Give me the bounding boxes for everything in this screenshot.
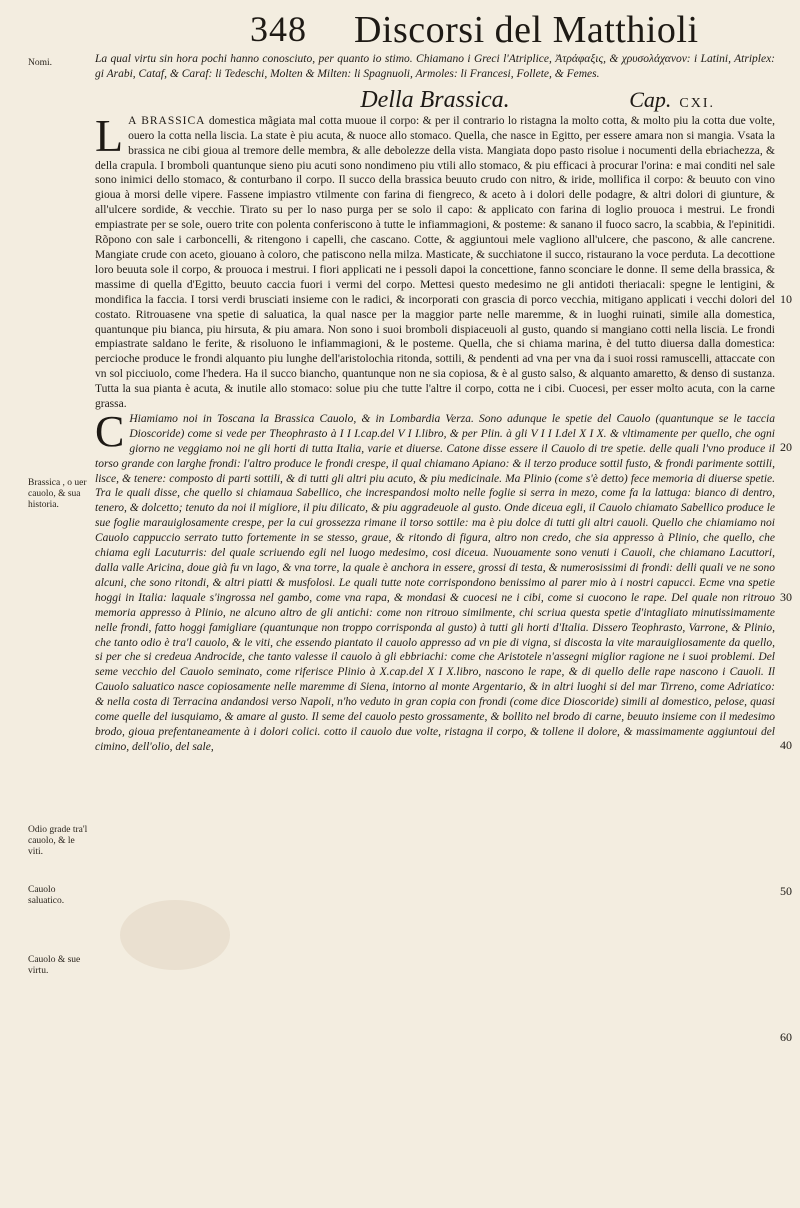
chapter-title: Della Brassica.: [360, 86, 510, 113]
chapter-heading: [95, 84, 775, 112]
chapter-number: CXI.: [679, 95, 715, 111]
margin-note-cauolo-virtu: Cauolo & sue virtu.: [28, 955, 81, 976]
drop-cap: L: [95, 109, 124, 161]
margin-note-brassica: Brassica , o uer cauolo, & sua historia.: [28, 478, 87, 510]
chapter-label: [629, 87, 715, 113]
line-number: 50: [780, 884, 792, 898]
paragraph-commentary: [95, 406, 775, 755]
intro-paragraph: La qual virtu sin hora pochi hanno conosciuto, per quanto io stimo. Chiamano i Greci l'Atriplice, Ἀτράφαξις, & χρυσολάχανον: i Latini, Atriplex: gi Arabi, Cataf, & Caraf: li Tedeschi, Molten & Milten: li Spagnuoli, Armoles: li Francesi, Follete, & Femes.: [95, 53, 775, 80]
margin-note-cauolo-saluatico: Cauolo saluatico.: [28, 885, 65, 906]
running-header: [250, 8, 770, 52]
paragraph-dioscorides: [95, 109, 775, 412]
line-number: 40: [780, 738, 792, 752]
line-number: 20: [780, 440, 792, 454]
drop-cap: C: [95, 406, 125, 456]
line-number: 60: [780, 1030, 792, 1044]
paragraph-text: Hiamiamo noi in Toscana la Brassica Cauolo, & in Lombardia Verza. Sono adunque le spetie del Cauolo (quantunque se le taccia Dioscoride) come si vede per Theophrasto à I I I.cap.del V I I.libro, & per Plin. à gli V I I I.del X I X. & vltimamente per quello, che ogni giorno ne veggiamo noi ne gli horti di tutta Italia, varie et diuerse. Catone disse essere il Cauolo di tre spetie. delle quali l'vno produce il torso grande con larghe frondi: l'altro produce le frondi crespe, il qual chiamano Apiano: & il terzo produce sottil fusto, & frondi parimente sottili, lisce, & tenere: composto di parti sottili, & di tutti gli altri piu acuto, & piu medicinale. Ma Plinio (come s'è detto) fece memoria di diuerse spetie. Tra le quali disse, che quello si chiamaua Sabellico, che increspandosi molto nelle foglie si serra in mezo, come fa la lattuga: bianco di dentro, tenero, & dolcetto; tenuto da noi il migliore, il piu dilicato, & piu aggradeuole al gusto. Onde diceua egli, il Cauolo chiamato Sabellico produce le sue foglie marauiglosamente crespe, per la cui grossezza rimane il torso sottile: ma è piu dolce di tutti gli altri cauoli. Quello che chiamiamo noi Cauolo cappuccio serrato tutto fortemente in se stesso, graue, & ritondo di figura, altro non credo, che sia appresso à Plinio, che quello, che chiama egli Lacuturris: del quale scriuendo egli nel luogo medesimo, cosi diceua. Nuouamente sono venuti i Cauoli, che chiamano Lacuttori, dalla valle Aricina, doue già fu vn lago, & vna torre, la quale è anchora in essere, grossi di testa, & numerosissimi di frondi: delli quali ve ne sono alcuni, che sono ritondi, & altri piatti & musfolosi. Le quali tutte note corrispondono benissimo al parer mio à i nostri capucci. Ecme vna spetie hoggi in Italia: laquale s'ingrossa nel gambo, come vna rapa, & mondasi & cuocesi ne i cibi, come si cuocono le rape. Del quale non ritrouo memoria appresso à Plinio, ne alcuno altro de gli antichi: come non ritrouo similmente, chi scriua questa spetie d'intagliato minutissimamente nelle frondi, fatto hoggi famigliare (quantunque non troppo corrisponda al gusto) à tutti gli horti d'Italia. Dissero Teophrasto, Varrone, & Plinio, che tanto odio è tra'l cauolo, & le viti, che essendo piantato il cauolo appresso ad vn pie di vigna, si discosta la vite marauigliosamente da quello, si per che si credeua Androcide, che tanto valesse il cauolo à gli ebbriachi: come che Aristotele n'assegni miglior ragione ne i suoi problemi. Del seme vecchio del Cauolo seminato, come riferisce Plinio à X.cap.del X I X.libro, nascono le rape, & di quello delle rape nascono i Cauoli. Il Cauolo saluatico nasce copiosamente nelle maremme di Siena, intorno al monte Argentario, & in altri luoghi si del mar Tirreno, come Adriatico: & nella costa di Terracina andandosi verso Napoli, n'ho veduto in gran copia con frondi (come dice Dioscoride) simili al domestico, pelose, quasi come quelle del iusquiamo, & amare al gusto. Il seme del cauolo pesto grossamente, & bollito nel brodo di carne, beuuto insieme con il medesimo brodo, gioua prefentaneamente à i dolori colici. cotto il cauolo due volte, ristagna il corpo, & tollene il dolore, & massimamente aggiuntoui del cimino, dell'olio, del sale,: [95, 412, 775, 753]
line-number: 30: [780, 590, 792, 604]
margin-note-odio: Odio grade tra'l cauolo, & le viti.: [28, 825, 88, 857]
paragraph-text: domestica mãgiata mal cotta muoue il corpo: & per il contrario lo ristagna la molto cotta, & molto piu la cotta due volte, ouero la cotta nella lisciа. La state è piu acuta, & nuoce allo stomaco. Quella, che nasce in Egitto, per essere amara non si mangia. Vsata la brassica ne cibi gioua al tremore delle membra, & alle debolezze della vista. Mangiata dopo pasto risolue i nocumenti della ebriachezza, & della crapula. I bromboli quantunque sieno piu acuti sono nondimeno piu vtili allo stomaco, & piu efficaci à procurar l'orina: e mai conditi nel sale sono inimici dello stomaco, & conturbano il corpo. Il succo della brassica beuuto crudo con nitro, & iride, mollifica il corpo: & beuuto con vino gioua à morsi delle vipere. Fassene impiastro vtilmente con farina di fiengreco, & aceto à i dolori delle podagre, & altri dolori di giunture, & all'ulcere sordide, & vecchie. Tirato su per lo naso purga per se solo il capo: & applicato con farina di loglio prouoca i mestrui. Le frondi empiastrate per se sole, ouero trite con polenta conferiscono à tutte le infiammagioni, & posteme: & sanano il fuoco sacro, la scabbia, & l'epinitidi. Rõpono con sale i carboncelli, & ritengono i capelli, che cascano. Cotte, & aggiuntoui mele vagliono all'ulcere, che pascono, & alle cancrene. Mangiate crude con aceto, giouano à coloro, che patiscono nella milza. Masticate, & succhiatone il succo, ristaurano la voce perduta. La decottione loro beuuta sole il corpo, & prouoca i mestrui. I fiori applicati ne i pessoli dapoi la concettione, fanno sconciare le donne. Il seme della brassica, & massime di quella d'Egitto, beuuto caccia fuori i vermi del corpo. Mettesi questo medesimo ne gli antidoti theriacali: spegne le lentigini, & mondifica la faccia. I torsi verdi brusciati insieme con le radici, & incorporati con grascia di porco vecchia, mitigano applicati i vecchi dolori del costato. Ritrouasene vna spetie di saluatica, la qual nasce per la maggior parte nelle maremme, & in luoghi ruinati, simile alla domestica, quantunque piu bianca, piu hirsuta, & piu amara. Non sono i suoi bromboli dispiaceuoli al gusto, quando si mangiano cotti nella liscia. Le frondi empiastrate saldano le ferite, & risoluono le infiammagioni, & le posteme. Quella, che si chiama marina, è del tutto diuersa dalla domestica: percioche produce le frondi alquanto piu lunghe dell'aristolochia ritonda, sottili, & pendenti ad vna per vna da i suoi rossi ramuscelli, attaccate con vn sol picciuolo, come l'hedera. Ha il succo biancho, quantunque non ne sia copiosa, & è al gusto salso, & alquanto amaretto, & denso di sustanza. Tutta la sua pianta è acuta, & inutile allo stomaco: solue piu che tutte l'altre il corpo, cotta ne i cibi. Cuocesi, per esser molto acuta, con la carne grassa.: [95, 114, 775, 411]
opening-words: A BRASSICA: [128, 114, 206, 127]
page-body: [95, 52, 775, 755]
page-number: 348: [250, 9, 307, 49]
line-number: 10: [780, 292, 792, 306]
running-title: Discorsi del Matthioli: [354, 9, 699, 51]
margin-note-nomi: Nomi.: [28, 58, 53, 68]
chapter-label-text: Cap.: [629, 86, 672, 112]
paper-stain: [120, 900, 230, 970]
